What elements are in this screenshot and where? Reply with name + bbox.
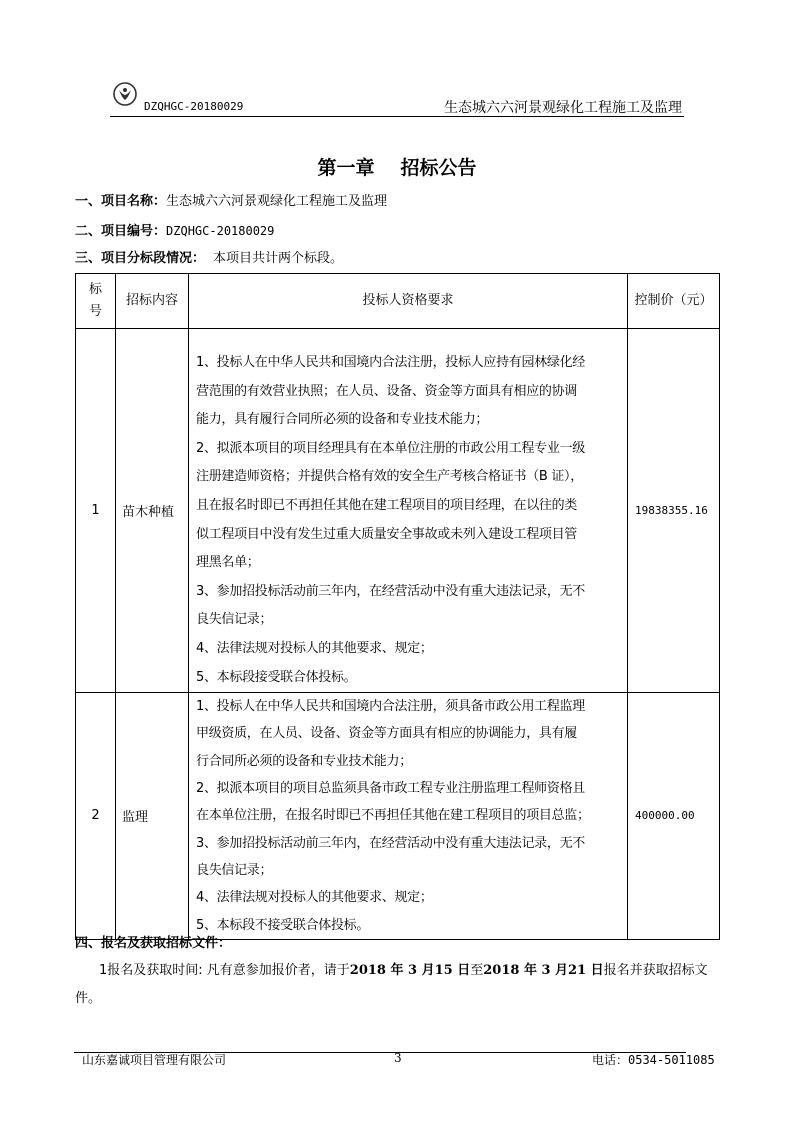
header-project-code: DZQHGC-20180029 <box>144 100 244 113</box>
header-content: 招标内容 <box>116 274 189 329</box>
lot-price: 400000.00 <box>628 693 720 940</box>
header-requirements: 投标人资格要求 <box>189 274 628 329</box>
lot-requirements: 1、投标人在中华人民共和国境内合法注册，须具备市政公用工程监理 甲级资质，在人员、设备、资金等方面具有相应的协调能力，具有履 行合同所必须的设备和专业技术能力； 2、拟派本项目的项目总监须具备市政工程专业注册监理工程师资格且 在本单位注册，在报名时即已不再担任其他在建工程项目的项目总监； 3、参加招投标活动前三年内，在经营活动中没有重大违法记录，无不 良失信记录； 4、法律法规对投标人的其他要求、规定； 5、本标段不接受联合体投标。 <box>189 693 628 940</box>
lot-content: 监理 <box>116 693 189 940</box>
lot-number: 2 <box>76 693 116 940</box>
footer-page-number: 3 <box>394 1051 402 1065</box>
footer-phone: 电话：0534-5011085 <box>592 1053 715 1067</box>
tender-lots-table <box>75 273 720 940</box>
lot-content: 苗木种植 <box>116 329 189 693</box>
header-price: 控制价（元） <box>628 274 720 329</box>
table-row <box>76 693 720 940</box>
section-value: 生态城六六河景观绿化工程施工及监理 <box>166 194 388 209</box>
registration-end-date: 2018 年 3 月21 日 <box>483 963 604 978</box>
footer-company: 山东嘉诚项目管理有限公司 <box>82 1053 227 1067</box>
lot-number: 1 <box>76 329 116 693</box>
registration-paragraph: 1报名及获取时间: 凡有意参加报价者，请于2018 年 3 月15 日至2018 年 3 月21 日报名并获取招标文件。 <box>75 963 708 1006</box>
chapter-title: 招标公告 <box>400 157 477 179</box>
section-label: 二、项目编号： <box>75 224 167 239</box>
chapter-number: 第一章 <box>317 157 375 179</box>
company-logo-icon <box>113 82 137 106</box>
section-lots <box>75 247 343 266</box>
section-label: 三、项目分标段情况： <box>75 251 206 266</box>
section-value: DZQHGC-20180029 <box>166 224 275 238</box>
table-row <box>76 329 720 693</box>
section-project-name <box>75 190 387 209</box>
lot-requirements: 1、投标人在中华人民共和国境内合法注册，投标人应持有园林绿化经 营范围的有效营业执照；在人员、设备、资金等方面具有相应的协调 能力，具有履行合同所必须的设备和专业技术能力； 2、拟派本项目的项目经理具有在本单位注册的市政公用工程专业一级 注册建造师资格；并提供合格有效的安全生产考核合格证书（B 证）， 且在报名时即已不再担任其他在建工程项目的项目经理，在以往的类 似工程项目中没有发生过重大质量安全事故或未列入建设工程项目管 理黑名单； 3、参加招投标活动前三年内，在经营活动中没有重大违法记录，无不 良失信记录； 4、法律法规对投标人的其他要求、规定； 5、本标段接受联合体投标。 <box>189 329 628 693</box>
section-label: 四、报名及获取招标文件： <box>75 936 232 951</box>
registration-start-date: 2018 年 3 月15 日 <box>349 963 471 978</box>
header-lot: 标 号 <box>76 274 116 329</box>
chapter-heading <box>0 153 794 180</box>
section-registration <box>75 932 231 951</box>
section-label: 一、项目名称： <box>75 194 167 209</box>
header-project-title: 生态城六六河景观绿化工程施工及监理 <box>444 100 682 116</box>
header-divider <box>110 116 684 117</box>
section-value: 本项目共计两个标段。 <box>213 251 344 266</box>
section-project-code <box>75 220 274 239</box>
lot-price: 19838355.16 <box>628 329 720 693</box>
table-header-row <box>76 274 720 329</box>
